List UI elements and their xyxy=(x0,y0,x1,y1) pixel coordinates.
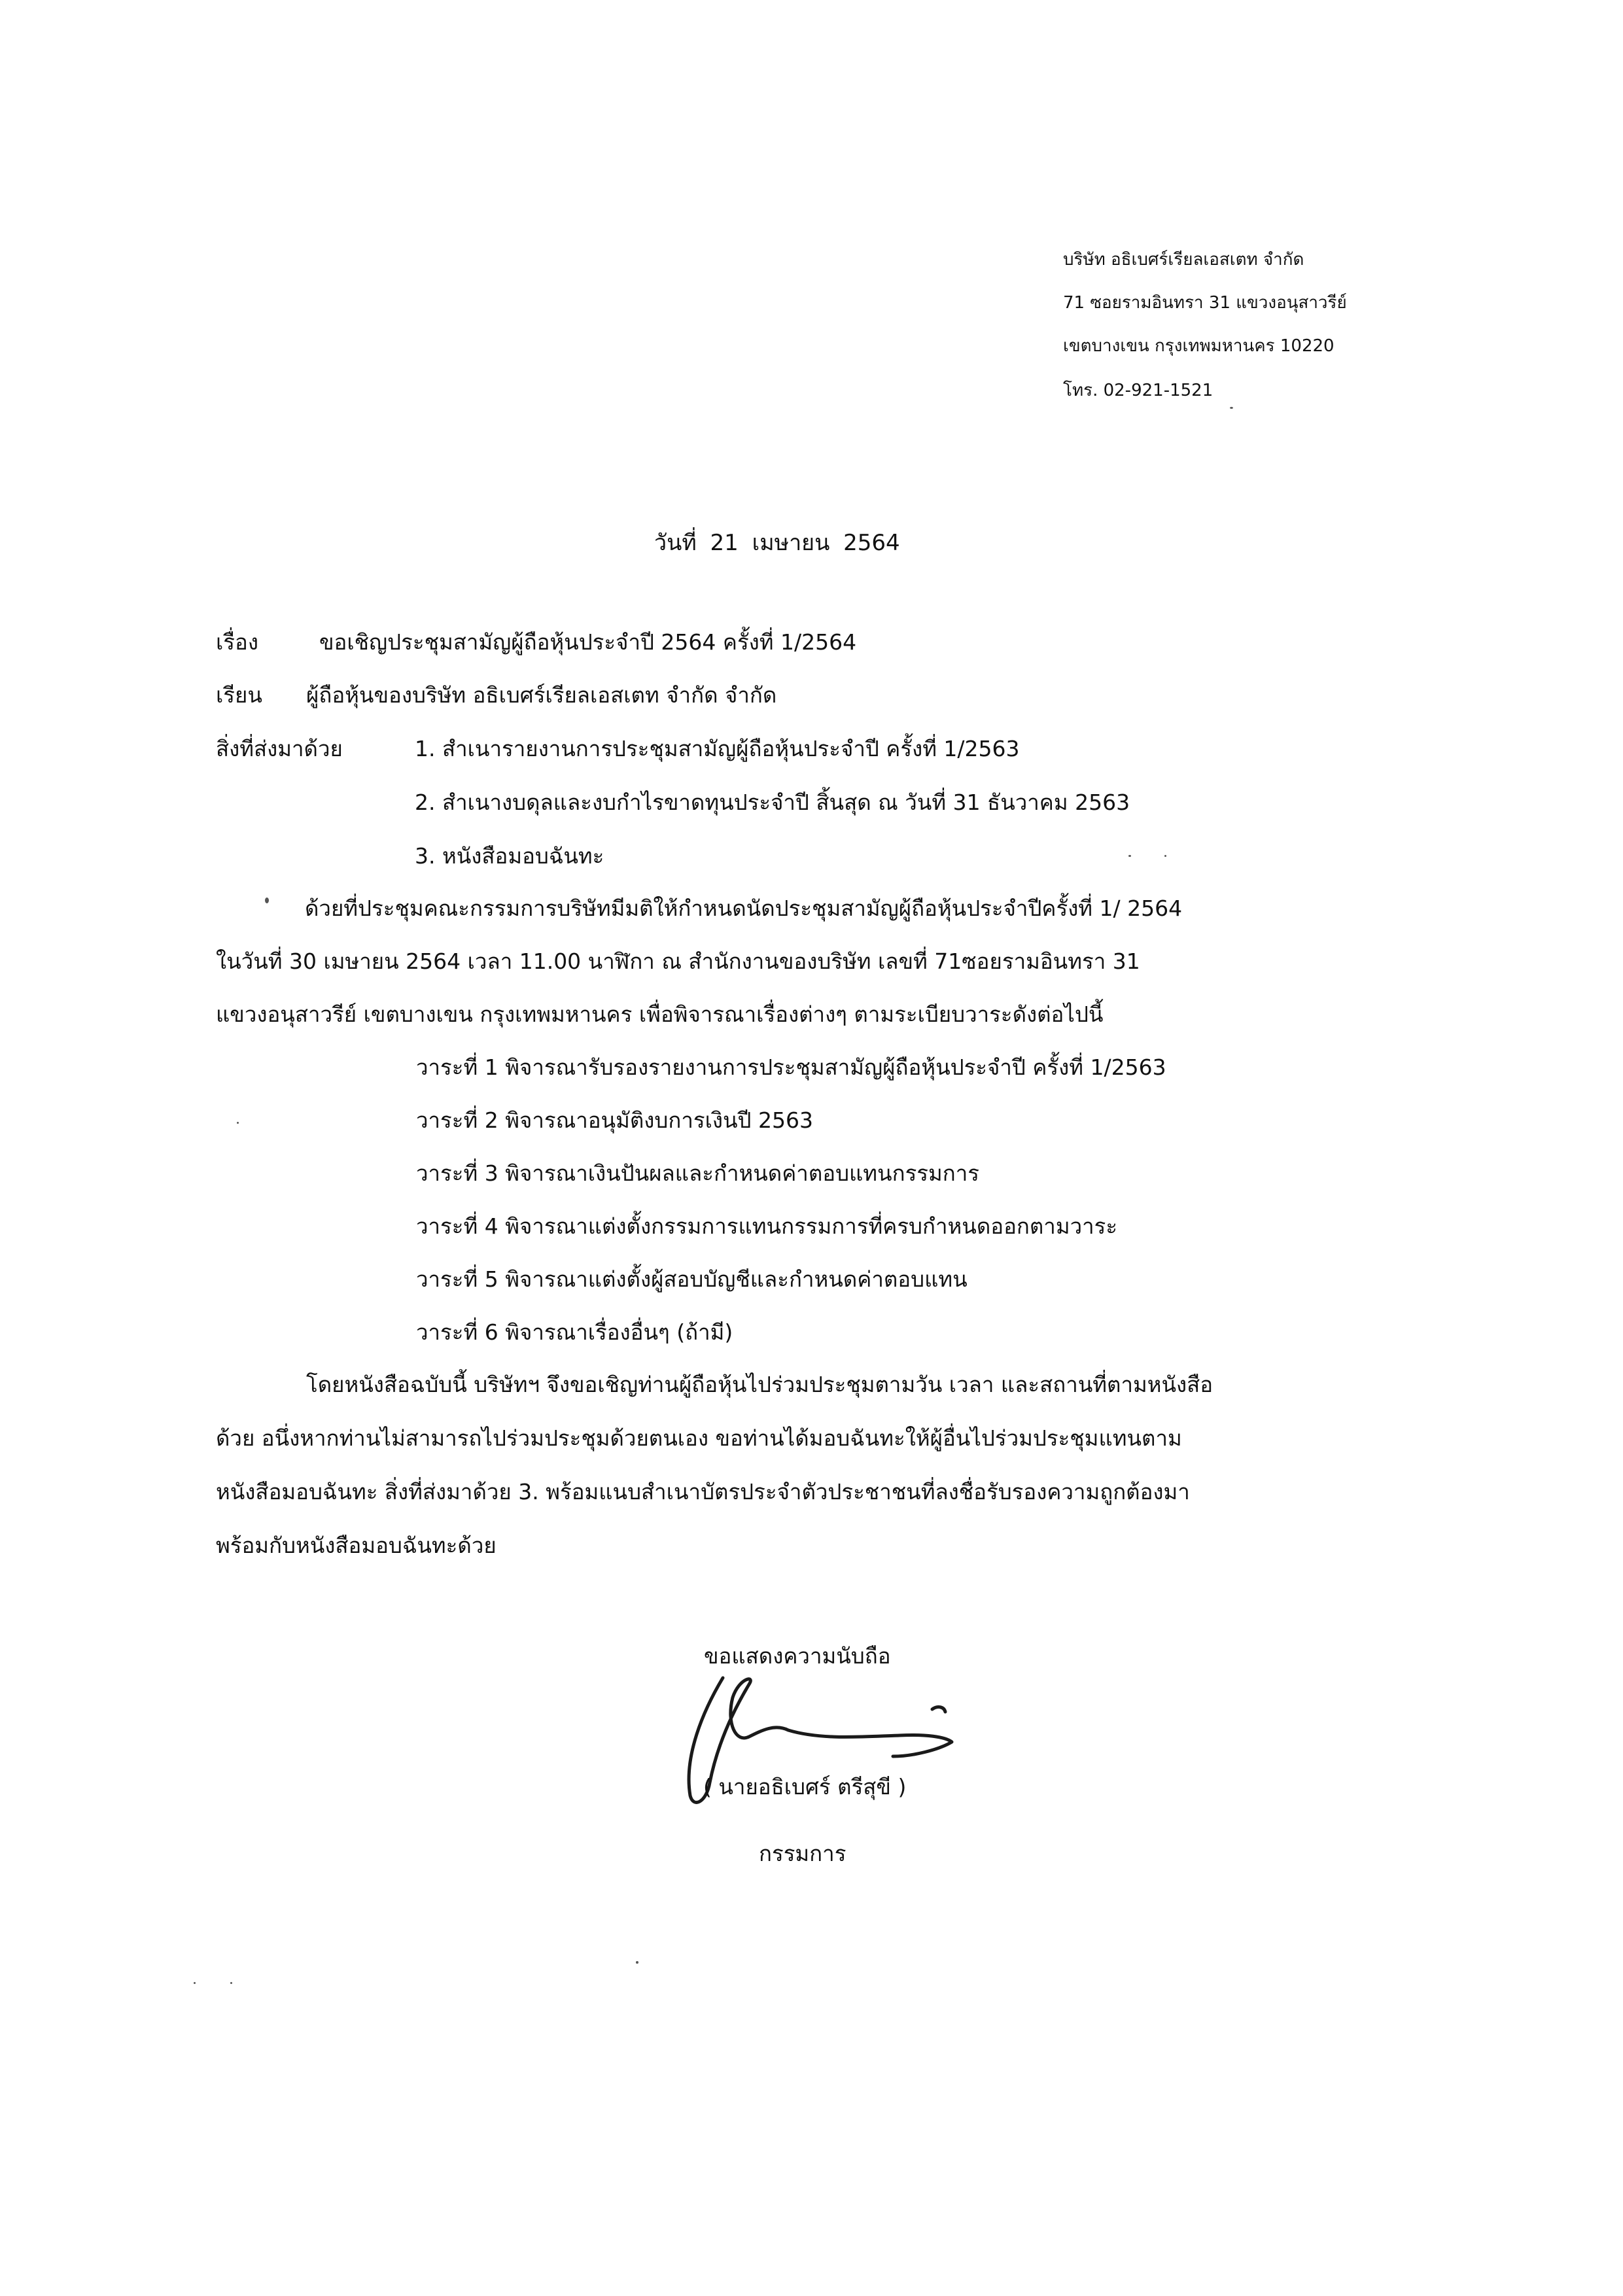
closing-line-3: หนังสือมอบฉันทะ สิ่งที่ส่งมาด้วย 3. พร้อมแนบสำเนาบัตรประจำตัวประชาชนที่ลงชื่อรับรองความถูกต้องมา xyxy=(216,1479,1190,1505)
intro-line-1: ด้วยที่ประชุมคณะกรรมการบริษัทมีมติให้กำหนดนัดประชุมสามัญผู้ถือหุ้นประจำปีครั้งที่ 1/ 2564 xyxy=(305,896,1183,921)
recipient-label: เรียน xyxy=(216,682,262,708)
enclosures-label: สิ่งที่ส่งมาด้วย xyxy=(216,736,343,761)
enclosure-item-1: 1. สำเนารายงานการประชุมสามัญผู้ถือหุ้นประจำปี ครั้งที่ 1/2563 xyxy=(415,736,1020,761)
company-phone: โทร. 02-921-1521 xyxy=(1063,381,1213,400)
agenda-item-3: วาระที่ 3 พิจารณาเงินปันผลและกำหนดค่าตอบแทนกรรมการ xyxy=(416,1160,980,1186)
agenda-item-6: วาระที่ 6 พิจารณาเรื่องอื่นๆ (ถ้ามี) xyxy=(416,1319,733,1345)
company-name: บริษัท อธิเบศร์เรียลเอสเตท จำกัด xyxy=(1063,250,1304,270)
closing-line-2: ด้วย อนึ่งหากท่านไม่สามารถไปร่วมประชุมด้วยตนเอง ขอท่านได้มอบฉันทะให้ผู้อื่นไปร่วมประชุมแทนตาม xyxy=(216,1425,1182,1451)
scan-speck xyxy=(230,1982,232,1984)
subject-label: เรื่อง xyxy=(216,629,258,655)
recipient-value: ผู้ถือหุ้นของบริษัท อธิเบศร์เรียลเอสเตท จำกัด จำกัด xyxy=(306,682,777,708)
scan-speck xyxy=(1128,855,1131,857)
agenda-item-2: วาระที่ 2 พิจารณาอนุมัติงบการเงินปี 2563 xyxy=(416,1107,813,1133)
letter-date: วันที่ 21 เมษายน 2564 xyxy=(654,530,900,556)
signer-position: กรรมการ xyxy=(759,1841,846,1866)
signer-name: ( นายอธิเบศร์ ตรีสุขี ) xyxy=(703,1774,907,1800)
agenda-item-1: วาระที่ 1 พิจารณารับรองรายงานการประชุมสามัญผู้ถือหุ้นประจำปี ครั้งที่ 1/2563 xyxy=(416,1054,1166,1080)
closing-line-1: โดยหนังสือฉบับนี้ บริษัทฯ จึงขอเชิญท่านผู้ถือหุ้นไปร่วมประชุมตามวัน เวลา และสถานที่ตามหนังสือ xyxy=(306,1372,1213,1397)
enclosure-item-3: 3. หนังสือมอบฉันทะ xyxy=(415,843,604,869)
scan-speck xyxy=(194,1982,196,1984)
scan-speck xyxy=(265,897,269,903)
closing-line-4: พร้อมกับหนังสือมอบฉันทะด้วย xyxy=(216,1533,497,1558)
sign-off: ขอแสดงความนับถือ xyxy=(704,1643,891,1669)
scan-speck xyxy=(1230,407,1233,409)
company-address-line1: 71 ซอยรามอินทรา 31 แขวงอนุสาวรีย์ xyxy=(1063,293,1347,313)
agenda-item-4: วาระที่ 4 พิจารณาแต่งตั้งกรรมการแทนกรรมการที่ครบกำหนดออกตามวาระ xyxy=(416,1213,1118,1239)
company-address-line2: เขตบางเขน กรุงเทพมหานคร 10220 xyxy=(1063,336,1335,356)
scan-speck xyxy=(1164,855,1166,857)
subject-value: ขอเชิญประชุมสามัญผู้ถือหุ้นประจำปี 2564 ครั้งที่ 1/2564 xyxy=(319,629,857,655)
enclosure-item-2: 2. สำเนางบดุลและงบกำไรขาดทุนประจำปี สิ้นสุด ณ วันที่ 31 ธันวาคม 2563 xyxy=(415,790,1130,815)
intro-line-3: แขวงอนุสาวรีย์ เขตบางเขน กรุงเทพมหานคร เพื่อพิจารณาเรื่องต่างๆ ตามระเบียบวาระดังต่อไปนี้ xyxy=(216,1001,1104,1027)
scan-speck xyxy=(237,1122,239,1124)
agenda-item-5: วาระที่ 5 พิจารณาแต่งตั้งผู้สอบบัญชีและกำหนดค่าตอบแทน xyxy=(416,1266,968,1292)
scan-speck xyxy=(636,1961,638,1964)
intro-line-2: ในวันที่ 30 เมษายน 2564 เวลา 11.00 นาฬิกา ณ สำนักงานของบริษัท เลขที่ 71ซอยรามอินทรา 31 xyxy=(216,948,1140,974)
